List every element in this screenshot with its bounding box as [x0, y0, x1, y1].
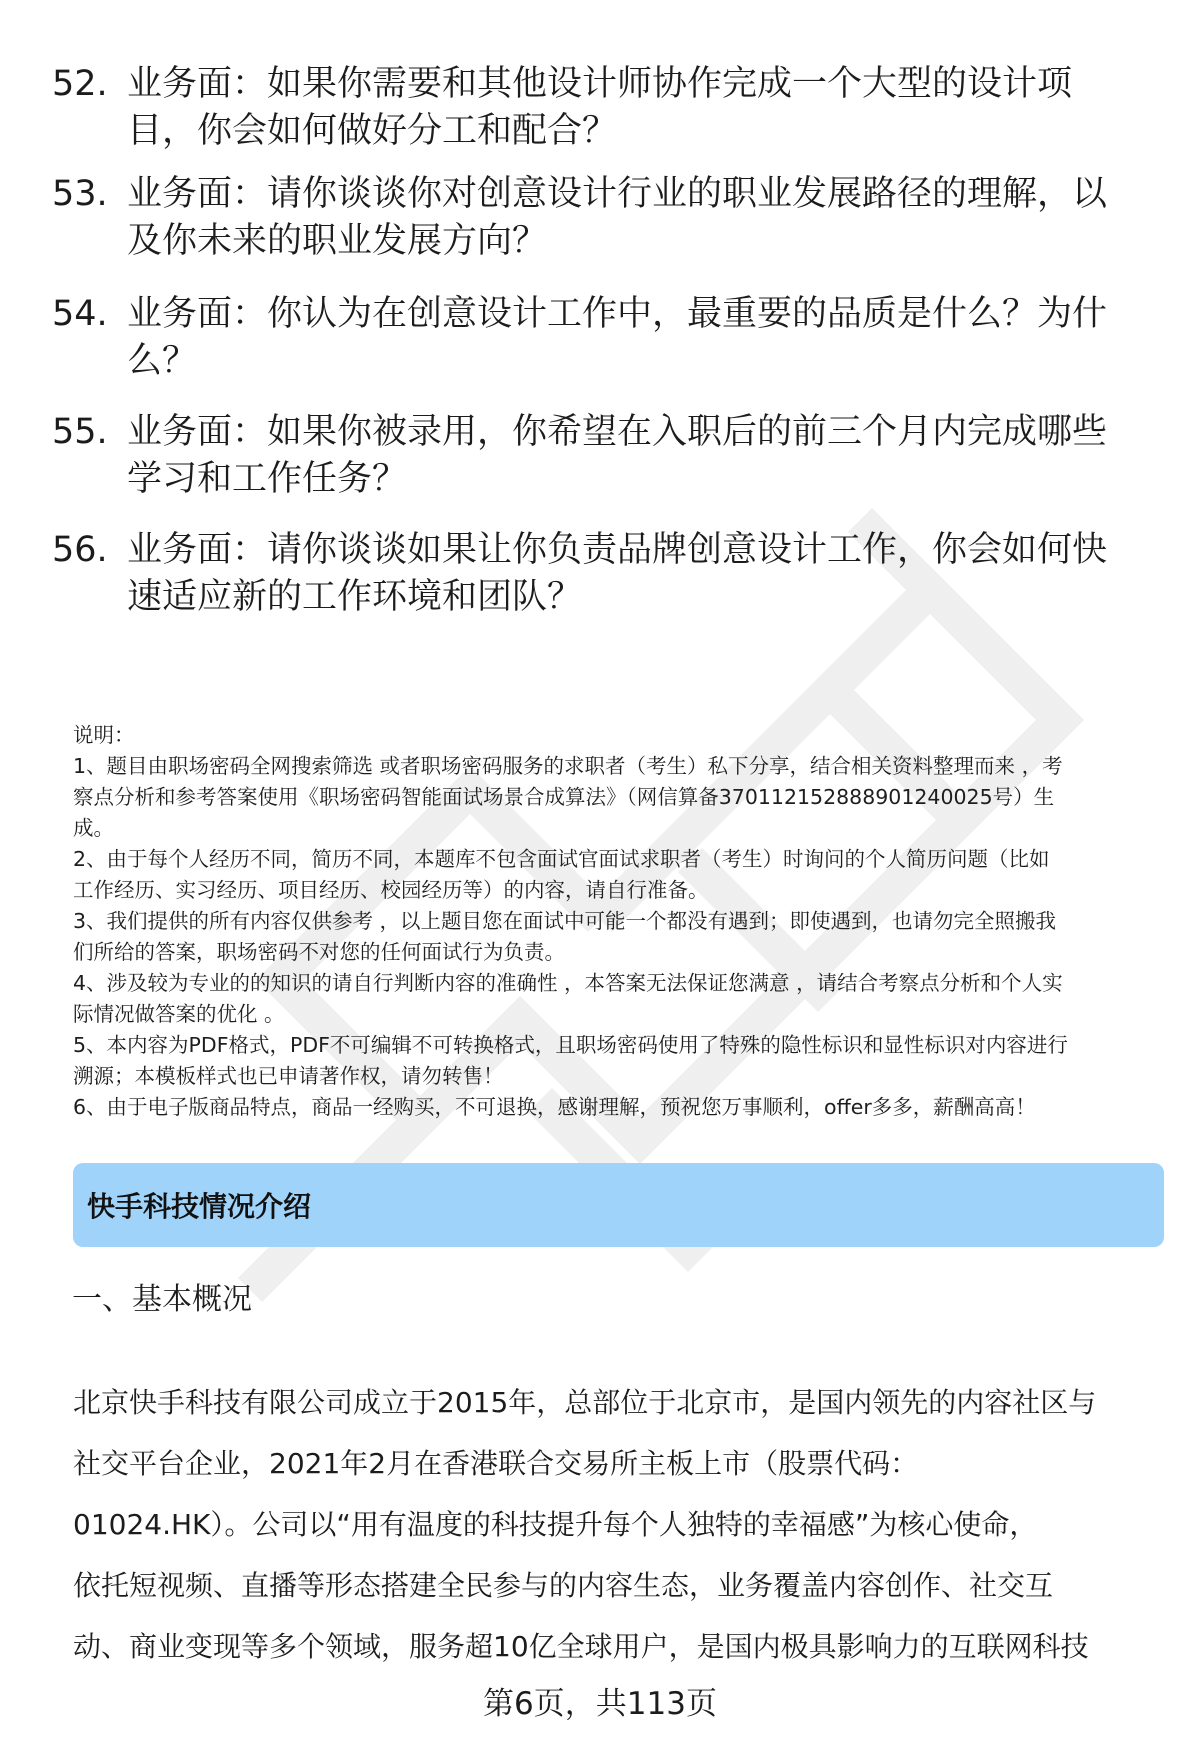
section-subheading: 一、基本概况	[72, 1282, 252, 1317]
question-55	[52, 409, 1152, 503]
question-text-line: 目，你会如何做好分工和配合？	[127, 111, 618, 151]
question-text-line: 速适应新的工作环境和团队？	[127, 577, 583, 617]
question-number: 56.	[52, 530, 108, 570]
question-54	[52, 291, 1152, 385]
question-text-line: 么？	[127, 341, 198, 381]
note-line: 1、题目由职场密码全网搜索筛选 或者职场密码服务的求职者（考生）私下分享，结合相关资料整理而来 ，考	[73, 754, 1063, 778]
question-number: 53.	[52, 174, 108, 214]
note-line: 成。	[73, 816, 114, 840]
section-banner	[73, 1163, 1164, 1247]
note-line: 工作经历、实习经历、项目经历、校园经历等）的内容，请自行准备。	[73, 878, 709, 902]
question-text-line: 业务面：你认为在创意设计工作中，最重要的品质是什么？为什	[127, 294, 1108, 334]
note-line: 溯源；本模板样式也已申请著作权，请勿转售！	[73, 1064, 504, 1088]
question-number: 55.	[52, 412, 108, 452]
note-line: 3、我们提供的所有内容仅供参考 ，以上题目您在面试中可能一个都没有遇到；即使遇到，也请勿完全照搬我	[73, 909, 1057, 933]
note-line: 们所给的答案，职场密码不对您的任何面试行为负责。	[73, 940, 565, 964]
question-text-line: 业务面：请你谈谈你对创意设计行业的职业发展路径的理解，以	[127, 174, 1108, 214]
disclaimer-notes	[73, 720, 1168, 1123]
question-text-line: 业务面：如果你需要和其他设计师协作完成一个大型的设计项	[127, 64, 1073, 104]
question-text-line: 业务面：如果你被录用，你希望在入职后的前三个月内完成哪些	[127, 412, 1108, 452]
note-line: 2、由于每个人经历不同，简历不同，本题库不包含面试官面试求职者（考生）时询问的个人简历问题（比如	[73, 847, 1050, 871]
paragraph-line: 北京快手科技有限公司成立于2015年，总部位于北京市，是国内领先的内容社区与	[73, 1386, 1097, 1419]
question-number: 54.	[52, 294, 108, 334]
company-overview-paragraph	[73, 1372, 1168, 1677]
note-line: 5、本内容为PDF格式，PDF不可编辑不可转换格式，且职场密码使用了特殊的隐性标识和显性标识对内容进行	[73, 1033, 1068, 1057]
paragraph-line: 动、商业变现等多个领域，服务超10亿全球用户，是国内极具影响力的互联网科技	[73, 1630, 1089, 1663]
paragraph-line: 01024.HK）。公司以“用有温度的科技提升每个人独特的幸福感”为核心使命，	[73, 1508, 1038, 1541]
note-line: 4、涉及较为专业的的知识的请自行判断内容的准确性 ，本答案无法保证您满意 ，请结合考察点分析和个人实	[73, 971, 1063, 995]
page-number: 第6页，共113页	[483, 1686, 717, 1722]
question-56	[52, 527, 1152, 621]
paragraph-line: 社交平台企业，2021年2月在香港联合交易所主板上市（股票代码：	[73, 1447, 919, 1480]
question-53	[52, 171, 1152, 265]
note-line: 察点分析和参考答案使用《职场密码智能面试场景合成算法》（网信算备370112152888901240025号）生	[73, 785, 1055, 809]
section-title: 快手科技情况介绍	[87, 1190, 312, 1223]
question-number: 52.	[52, 64, 108, 104]
question-text-line: 及你未来的职业发展方向？	[127, 221, 548, 261]
notes-title: 说明：	[73, 723, 135, 747]
question-52	[52, 61, 1152, 155]
question-text-line: 学习和工作任务？	[127, 459, 408, 499]
paragraph-line: 依托短视频、直播等形态搭建全民参与的内容生态，业务覆盖内容创作、社交互	[73, 1569, 1054, 1602]
note-line: 6、由于电子版商品特点，商品一经购买，不可退换，感谢理解，预祝您万事顺利，offer多多，薪酬高高！	[73, 1095, 1036, 1119]
question-text-line: 业务面：请你谈谈如果让你负责品牌创意设计工作，你会如何快	[127, 530, 1108, 570]
note-line: 际情况做答案的优化 。	[73, 1002, 285, 1026]
